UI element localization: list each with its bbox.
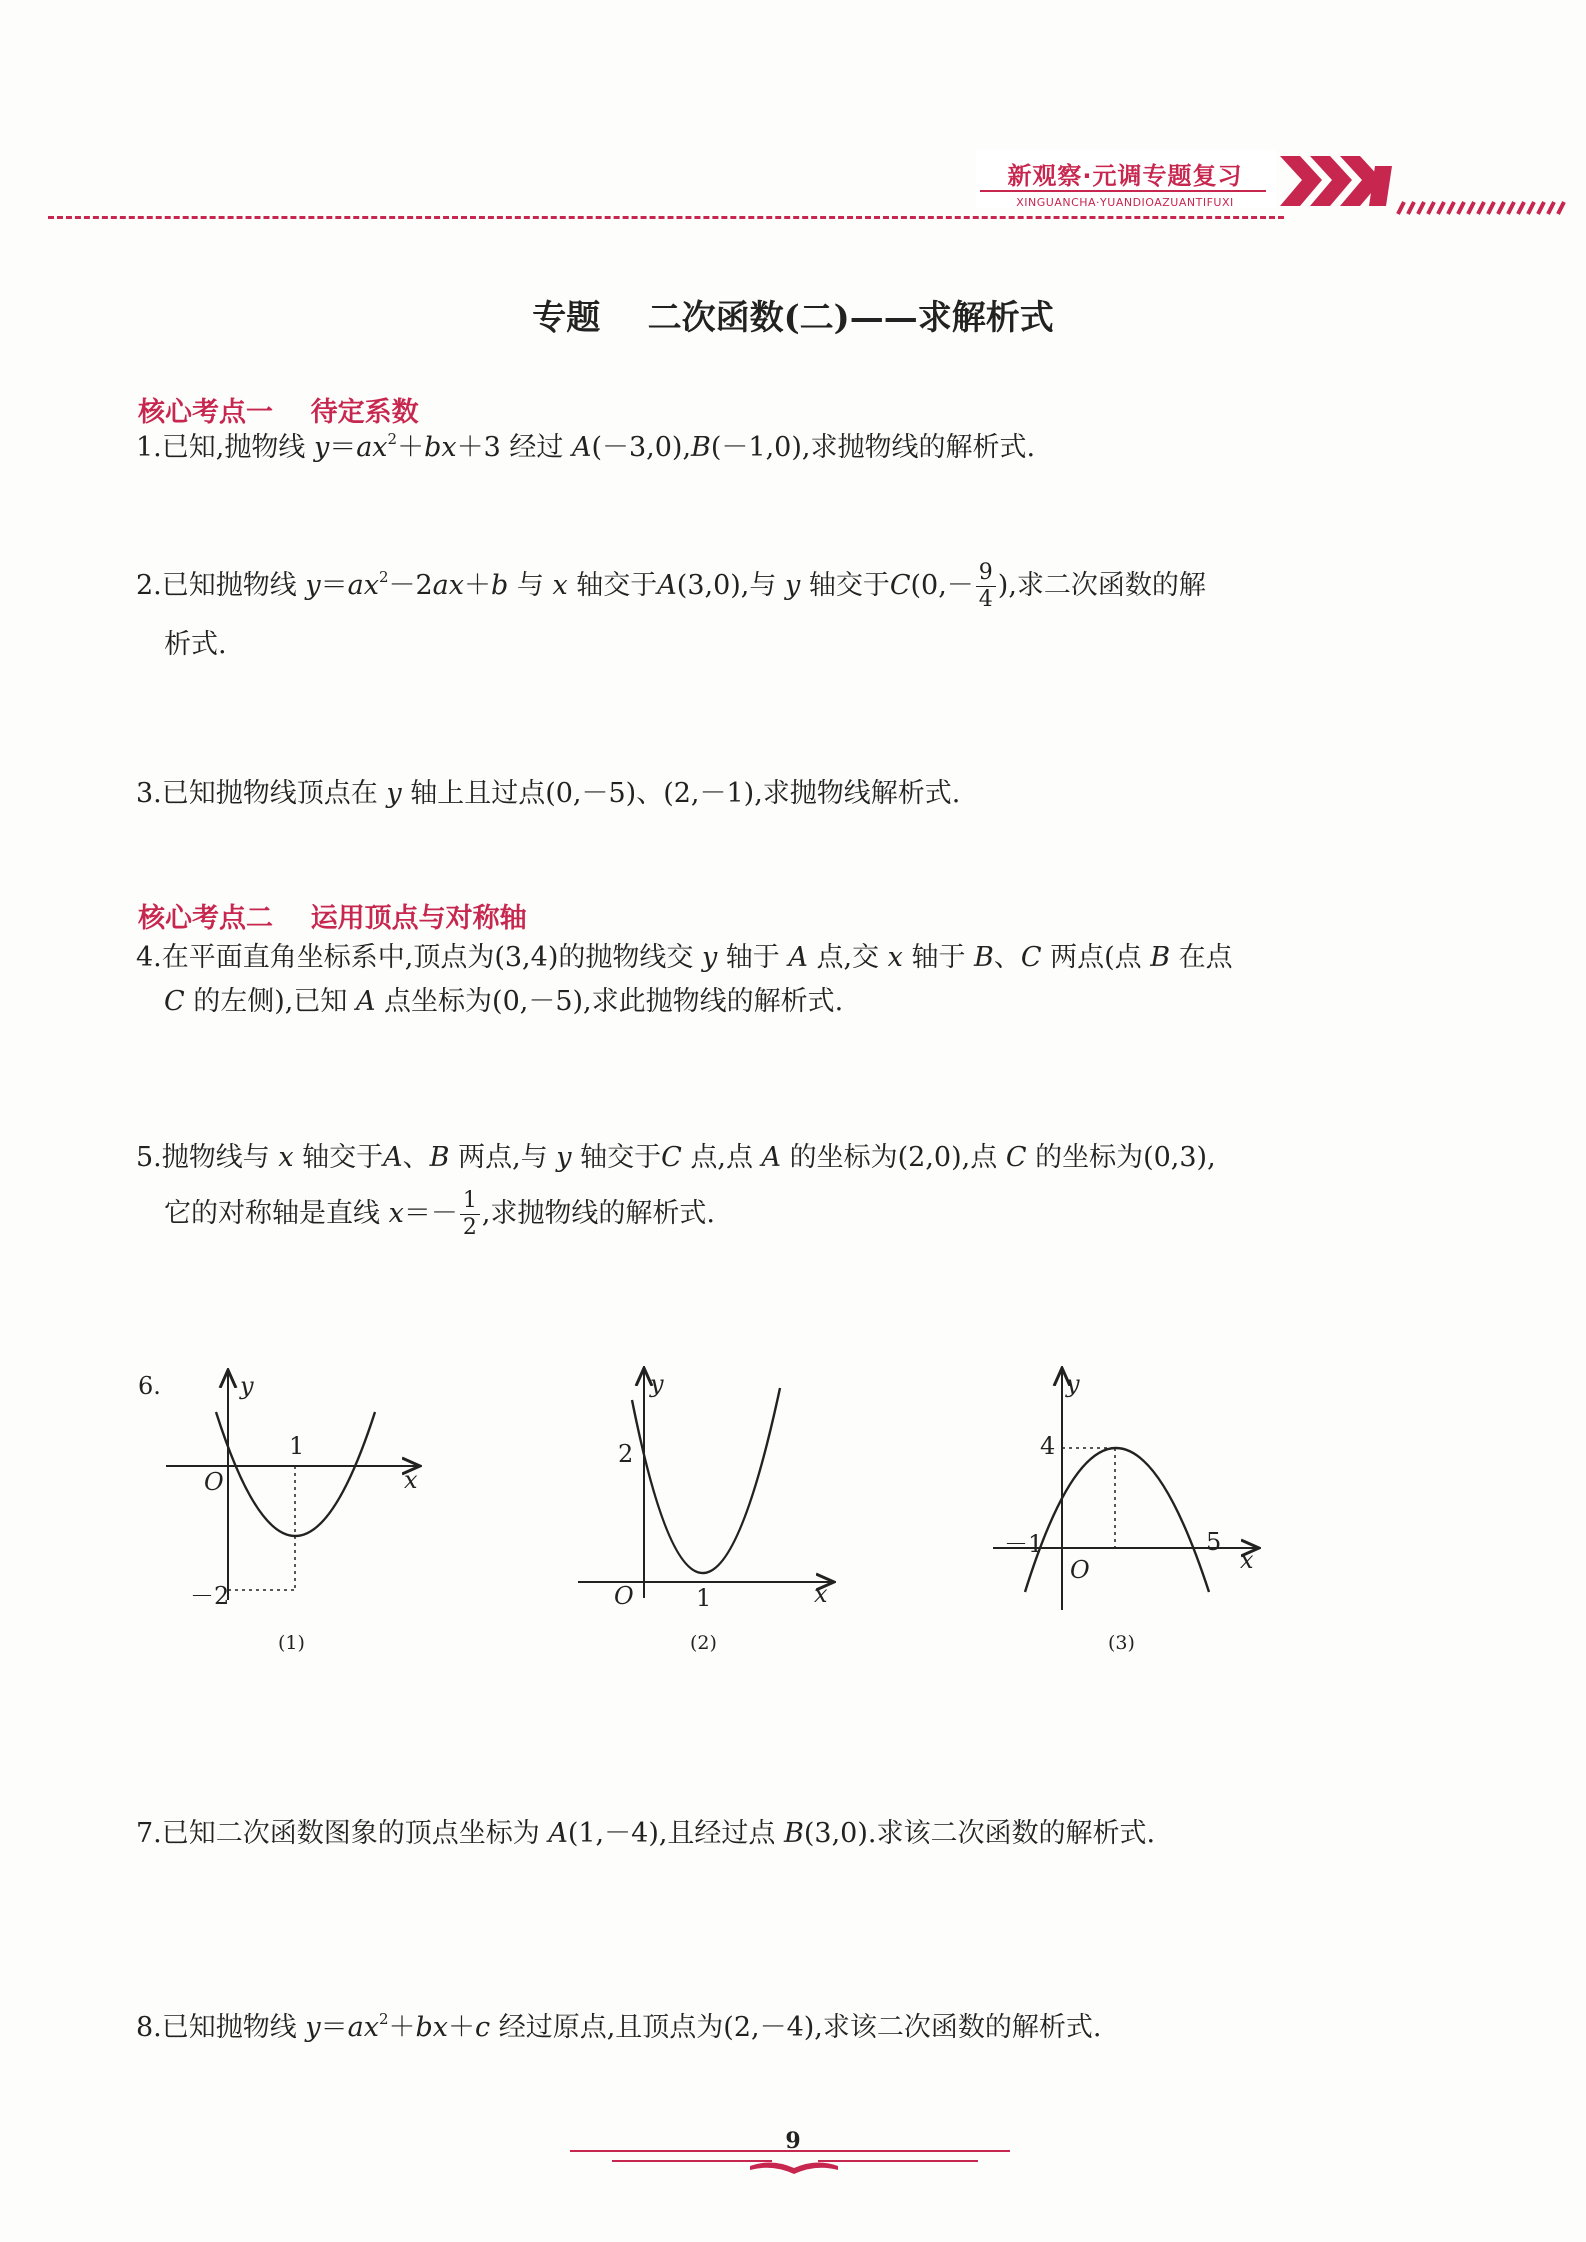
question-7: 7.已知二次函数图象的顶点坐标为 A(1,－4),且经过点 B(3,0).求该二次函数的解析式. [136, 1818, 1156, 1849]
question-5: 5.抛物线与 x 轴交于A、B 两点,与 y 轴交于C 点,点 A 的坐标为(2,0),点 C 的坐标为(0,3), 它的对称轴是直线 x＝－ $\frac{1}{2}$ ,求抛物线的解析式. [136, 1142, 1216, 1240]
graph1-y-label: y [240, 1372, 254, 1400]
question-2: 2.已知抛物线 $y=ax^2-2ax+b$ 与 x 轴交于A(3,0),与 y 轴交于C(0,－ $\frac{9}{4}$ ),求二次函数的解 析式. [136, 560, 1206, 660]
graph2-y-label: y [650, 1370, 664, 1398]
graph3-x-label: x [1240, 1546, 1254, 1574]
header-divider [48, 216, 1284, 219]
graph3-tick-minus-1: －1 [1004, 1530, 1044, 1558]
page-number: 9 [785, 2128, 801, 2154]
graph1-tick-1: 1 [289, 1432, 305, 1460]
parabola-graph-2 [570, 1360, 840, 1620]
section-heading-2: 核心考点二 运用顶点与对称轴 [138, 903, 527, 934]
page-title: 专题 二次函数(二)——求解析式 [532, 298, 1054, 338]
question-6-number: 6. [138, 1372, 161, 1400]
graph2-x-label: x [814, 1580, 828, 1608]
book-icon [746, 2156, 842, 2178]
question-3: 3.已知抛物线顶点在 y 轴上且过点(0,－5)、(2,－1),求抛物线解析式. [136, 778, 961, 809]
section-heading-1: 核心考点一 待定系数 [138, 397, 419, 428]
fraction-9-4: $\frac{9}{4}$ [976, 560, 996, 613]
graph2-origin-label: O [614, 1582, 634, 1610]
graph3-y-label: y [1066, 1370, 1080, 1398]
question-8: 8.已知抛物线 $y=ax^2+bx+c$ 经过原点,且顶点为(2,－4),求该二次函数的解析式. [136, 2010, 1102, 2043]
header-chevron-icon [1280, 148, 1586, 218]
graph2-tick-1: 1 [696, 1584, 712, 1612]
graph3-tick-4: 4 [1040, 1432, 1056, 1460]
graph1-caption: (1) [278, 1632, 305, 1654]
parabola-graph-3 [985, 1360, 1265, 1620]
graph1-origin-label: O [204, 1468, 224, 1496]
question-4: 4.在平面直角坐标系中,顶点为(3,4)的抛物线交 y 轴于 A 点,交 x 轴于 B、C 两点(点 B 在点 C 的左侧),已知 A 点坐标为(0,－5),求此抛物线的解析式. [136, 942, 1233, 1017]
header-rule [980, 190, 1266, 192]
graph3-caption: (3) [1108, 1632, 1135, 1654]
header-title: 新观察·元调专题复习 [1007, 162, 1243, 190]
footer-rule-right [818, 2160, 978, 2162]
graph3-origin-label: O [1070, 1556, 1090, 1584]
graph1-x-label: x [404, 1466, 418, 1494]
question-1: 1.已知,抛物线 $y=ax^2+bx+3$ 经过 A(－3,0),B(－1,0),求抛物线的解析式. [136, 430, 1036, 463]
header-subtitle: XINGUANCHA·YUANDIOAZUANTIFUXI [1016, 196, 1234, 209]
fraction-1-2: $\frac{1}{2}$ [460, 1188, 480, 1241]
graph3-tick-5: 5 [1206, 1528, 1222, 1556]
graph2-caption: (2) [690, 1632, 717, 1654]
graph2-tick-2: 2 [618, 1440, 634, 1468]
page-header [0, 0, 1586, 240]
graph1-tick-minus-2: －2 [190, 1582, 230, 1610]
